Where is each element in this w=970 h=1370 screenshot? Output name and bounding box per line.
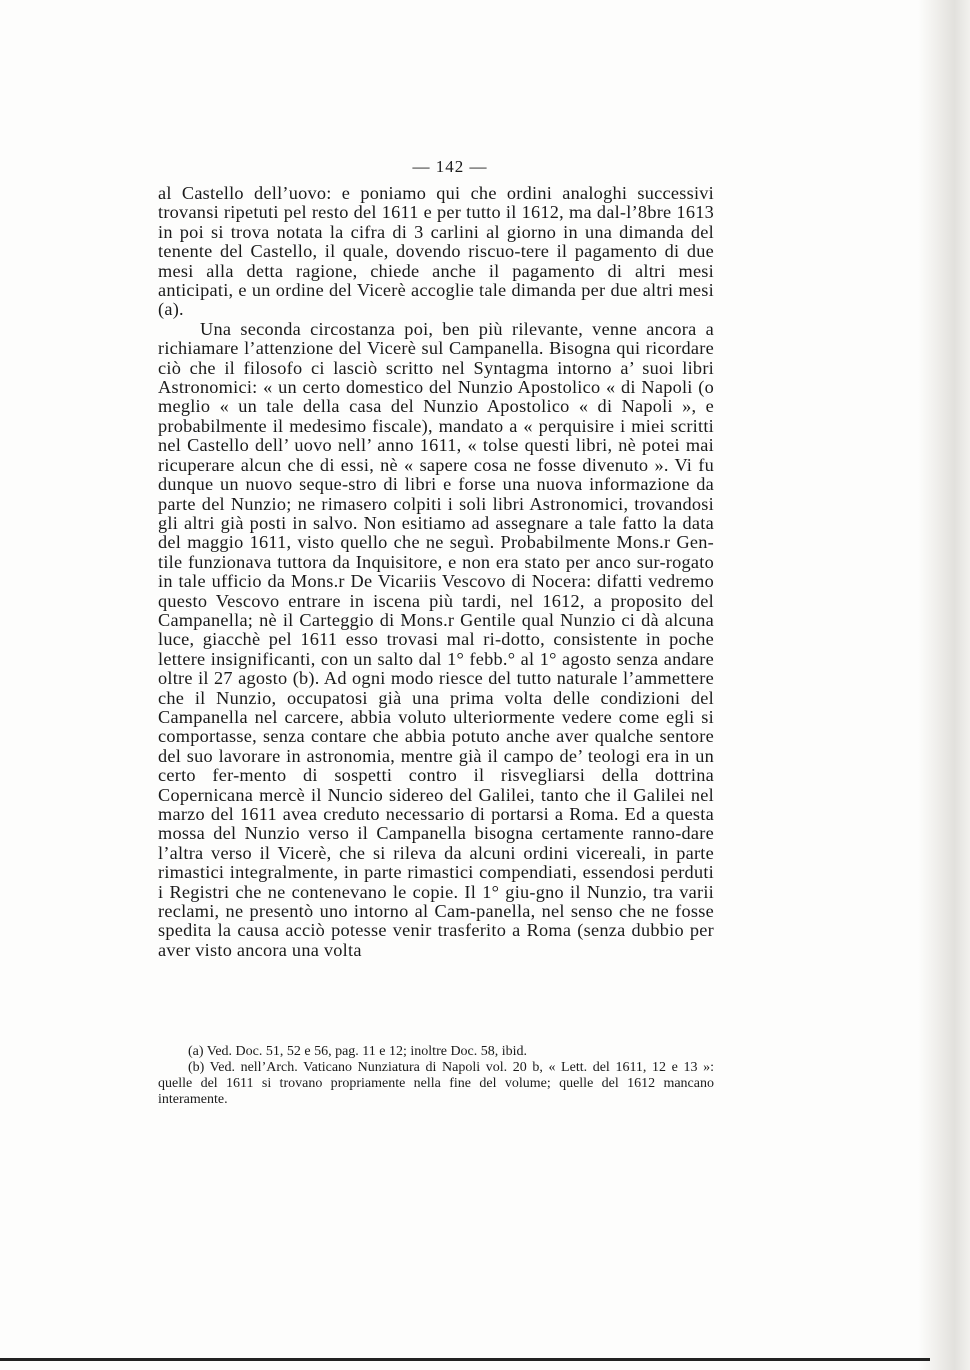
page-edge-shadow [918,0,970,1370]
paragraph-campanella: Una seconda circostanza poi, ben più rilevante, venne ancora a richiamare l’attenzione del Vicerè sul Campanella. Bisogna qui ricordare ciò che il filosofo ci lasciò scritto nel Syntagma intorno a’ suoi libri Astronomici: « un certo domestico del Nunzio Apostolico « di Napoli (o meglio « un tale della casa del Nunzio Apostolico « di Napoli », e probabilmente il medesimo fiscale), mandato a « perquisire i miei scritti nel Castello dell’ uovo nell’ anno 1611, « tolse questi libri, nè potei mai ricuperare alcun che di essi, nè « sapere cosa ne fosse divenuto ». Vi fu dunque un nuovo seque-stro di libri e forse una nuova informazione da parte del Nunzio; ne rimasero colpiti i soli libri Astronomici, trovandosi gli altri già posti in salvo. Non esitiamo ad assegnare a tale fatto la data del maggio 1611, visto quello che ne seguì. Probabilmente Mons.r Gen-tile funzionava tuttora da Inquisitore, e non era stato per anco sur-rogato in tale ufficio da Mons.r De Vicariis Vescovo di Nocera: difatti vedremo questo Vescovo entrare in iscena più tardi, nel 1612, a proposito del Campanella; nè il Carteggio di Mons.r Gentile qual Nunzio ci dà alcuna luce, giacchè pel 1611 esso trovasi mal ri-dotto, consistente in poche lettere insignificanti, con un salto dal 1° febb.° al 1° agosto senza andare oltre il 27 agosto (b). Ad ogni modo riesce del tutto naturale l’ammettere che il Nunzio, occupatosi già una prima volta delle condizioni del Campanella nel carcere, abbia voluto ulteriormente vedere come egli si comportasse, senza contare che abbia potuto anche aver qualche sentore del suo lavorare in astronomia, mentre già il campo de’ teologi era in un certo fer-mento di sospetti contro il risvegliarsi della dottrina Copernicana mercè il Nuncio sidereo del Galilei, tanto che il Galilei nel marzo del 1611 avea creduto necessario di portarsi a Roma. Ed a questa mossa del Nunzio verso il Campanella bisogna certamente ranno-dare l’altra verso il Vicerè, che si rileva da alcuni ordini vicereali, in parte rimastici integralmente, in parte rimastici compendiati, essendosi perduti i Registri che ne contenevano le copie. Il 1° giu-gno il Nunzio, tra varii reclami, ne presentò uno intorno al Cam-panella, nel senso che ne fosse spedita la causa acciò potesse venir trasferito a Roma (senza dubbio per aver visto ancora una volta [158,318,714,960]
scan-edge-line [0,1358,930,1361]
footnote-a: (a) Ved. Doc. 51, 52 e 56, pag. 11 e 12; inoltre Doc. 58, ibid. [188,1044,528,1059]
paragraph-continuation: al Castello dell’uovo: e poniamo qui che ordini analoghi successivi trovansi ripetuti pel resto del 1611 e per tutto il 1612, ma dal-l’8bre 1613 in poi si trova notata la cifra di 3 carlini al giorno in una dimanda del tenente del Castello, il quale, dovendo riscuo-tere il pagamento di due mesi alla detta ragione, chiede anche il pagamento di altri mesi anticipati, e un ordine del Vicerè accoglie tale dimanda per due altri mesi (a). [158,183,714,320]
footnote-b: (b) Ved. nell’Arch. Vaticano Nunziatura di Napoli vol. 20 b, « Lett. del 1611, 12 e 13 »: quelle del 1611 si trovano propriamente nella fine del volume; quelle del 1612 mancano interamente. [158,1060,714,1107]
page-number: — 142 — [412,157,488,176]
footnotes [158,1044,714,1108]
main-text [158,184,714,960]
